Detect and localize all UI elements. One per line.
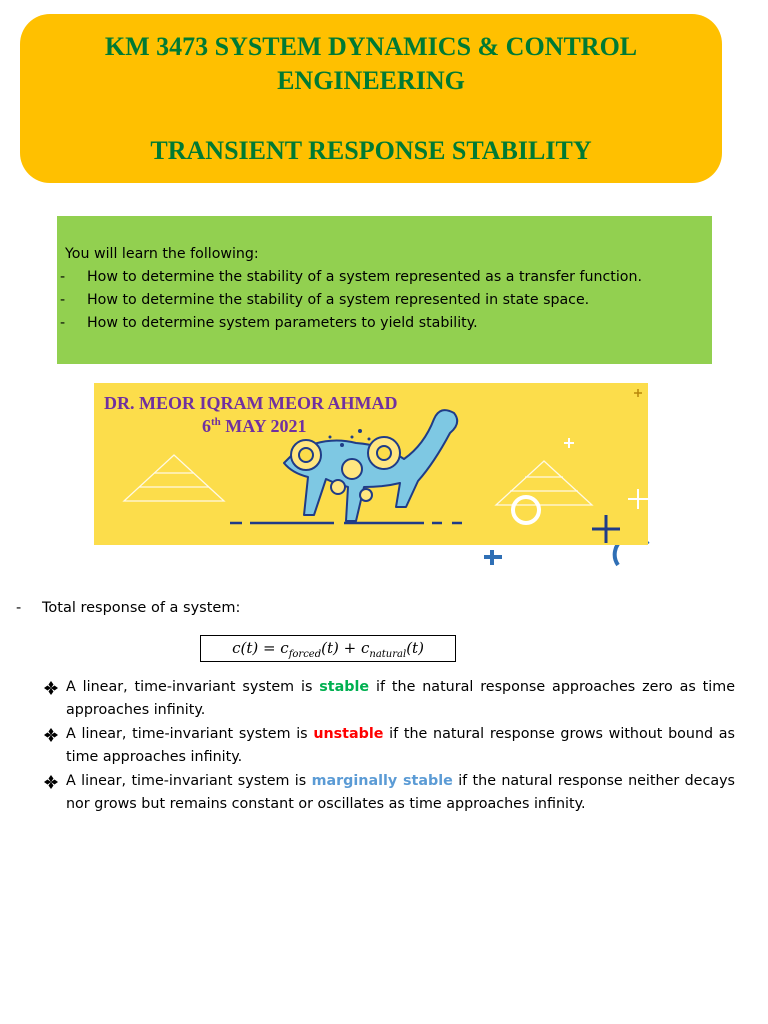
definition-unstable — [44, 723, 735, 769]
dash-marker: - — [60, 292, 66, 308]
definition-stable — [44, 676, 735, 722]
learning-item — [60, 266, 642, 289]
date-day: 6 — [202, 416, 211, 436]
four-diamond-bullet-icon — [44, 681, 58, 695]
four-diamond-bullet-icon — [44, 775, 58, 789]
course-title-line-1: KM 3473 SYSTEM DYNAMICS & CONTROL — [104, 32, 638, 61]
author-banner — [94, 383, 648, 545]
learning-item-text: How to determine the stability of a system represented in state space. — [87, 292, 590, 308]
dash-marker: - — [16, 600, 22, 616]
equation-sub-natural: natural — [369, 649, 407, 660]
definition-text: if the natural response grows without bound as time approaches infinity. — [66, 726, 735, 765]
definition-text: if the natural response neither decays nor grows but remains constant or oscillates as time approaches infinity. — [66, 773, 735, 812]
learning-item — [60, 289, 589, 312]
total-response-equation — [200, 635, 456, 662]
topic-title: TRANSIENT RESPONSE STABILITY — [150, 136, 592, 165]
keyword-stable: stable — [319, 679, 370, 695]
date-suffix: th — [211, 416, 221, 428]
dash-marker: - — [60, 269, 66, 285]
learning-item-text: How to determine system parameters to yield stability. — [87, 315, 478, 331]
learning-item — [60, 312, 478, 335]
learning-objectives-box — [57, 216, 712, 364]
course-title-line-2: ENGINEERING — [277, 66, 465, 95]
definition-text: A linear, time-invariant system is — [66, 679, 320, 695]
lecture-date — [202, 416, 306, 437]
four-diamond-bullet-icon — [44, 728, 58, 742]
definition-marginally-stable — [44, 770, 735, 816]
learning-intro: You will learn the following: — [65, 246, 259, 262]
definition-text: A linear, time-invariant system is — [66, 726, 314, 742]
definition-text: if the natural response approaches zero as time approaches infinity. — [66, 679, 735, 718]
total-response-label — [16, 600, 240, 616]
equation-lhs: c(t) = c — [232, 639, 289, 657]
learning-item-text: How to determine the stability of a system represented as a transfer function. — [87, 269, 642, 285]
dash-marker: - — [60, 315, 66, 331]
definition-text: A linear, time-invariant system is — [66, 773, 312, 789]
date-rest: MAY 2021 — [220, 416, 307, 436]
keyword-marginally-stable: marginally stable — [311, 773, 453, 789]
equation-end: (t) — [406, 639, 424, 657]
author-name: DR. MEOR IQRAM MEOR AHMAD — [104, 393, 398, 413]
keyword-unstable: unstable — [313, 726, 384, 742]
equation-sub-forced: forced — [288, 649, 322, 660]
total-response-text: Total response of a system: — [42, 600, 241, 616]
stability-definitions — [44, 676, 735, 816]
title-box — [20, 14, 722, 183]
equation-mid: (t) + c — [321, 639, 370, 657]
